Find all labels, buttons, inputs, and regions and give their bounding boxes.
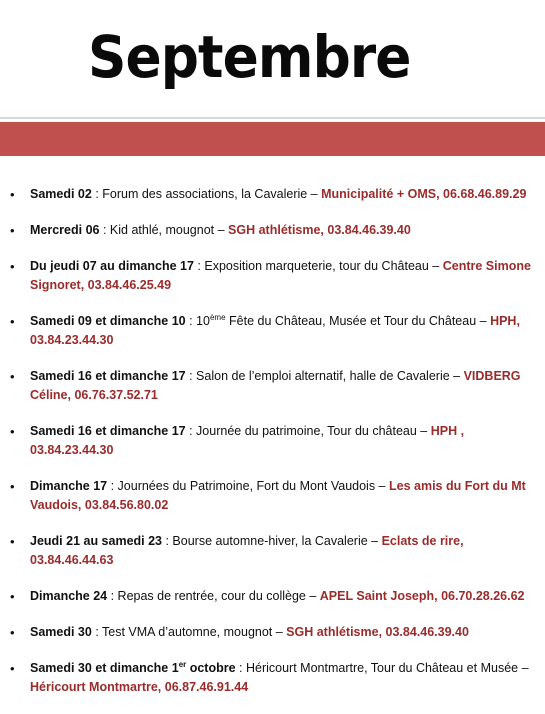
event-date: Mercredi 06 — [30, 223, 100, 237]
event-date: Dimanche 17 — [30, 479, 108, 493]
event-description: : Forum des associations, la Cavalerie – — [91, 187, 322, 201]
event-date-main: Samedi 30 et dimanche 1 — [30, 661, 179, 675]
bullet-icon: • — [10, 534, 15, 549]
event-organizer: HPH, 03.84.23.44.30 — [30, 314, 520, 347]
event-organizer: Eclats de rire, 03.84.46.44.63 — [30, 534, 464, 567]
list-item — [0, 257, 545, 295]
event-organizer: Héricourt Montmartre, 06.87.46.91.44 — [30, 680, 249, 694]
event-description: : 10 — [185, 314, 210, 328]
event-organizer: VIDBERG Céline, 06.76.37.52.71 — [30, 369, 521, 402]
event-description: : Exposition marqueterie, tour du Château – — [193, 259, 443, 273]
event-organizer: Municipalité + OMS, 06.68.46.89.29 — [321, 187, 527, 201]
list-item — [0, 185, 545, 204]
event-date — [30, 661, 236, 675]
event-description: : Héricourt Montmartre, Tour du Château et Musée – — [235, 661, 529, 675]
list-item — [0, 477, 545, 515]
bullet-icon: • — [10, 479, 15, 494]
event-date: Samedi 30 — [30, 625, 92, 639]
event-date: Samedi 16 et dimanche 17 — [30, 424, 186, 438]
event-description: : Kid athlé, mougnot – — [99, 223, 229, 237]
event-description: : Journées du Patrimoine, Fort du Mont Vaudois – — [107, 479, 389, 493]
ordinal-suffix: er — [178, 659, 187, 669]
list-item — [0, 623, 545, 642]
event-date: Samedi 09 et dimanche 10 — [30, 314, 186, 328]
event-date: Samedi 02 — [30, 187, 92, 201]
page-title: Septembre — [88, 23, 411, 91]
header-band — [0, 122, 545, 156]
event-description: : Journée du patrimoine, Tour du château – — [185, 424, 431, 438]
event-description: : Bourse automne-hiver, la Cavalerie – — [162, 534, 382, 548]
event-organizer: HPH , 03.84.23.44.30 — [30, 424, 465, 457]
list-item — [0, 659, 545, 697]
bullet-icon: • — [10, 625, 15, 640]
bullet-icon: • — [10, 187, 15, 202]
event-organizer: Les amis du Fort du Mt Vaudois, 03.84.56.80.02 — [30, 479, 526, 512]
event-date-month: octobre — [186, 661, 236, 675]
ordinal-suffix: ème — [209, 312, 226, 322]
event-description: Fête du Château, Musée et Tour du Château – — [225, 314, 491, 328]
event-description: : Salon de l’emploi alternatif, halle de Cavalerie – — [185, 369, 464, 383]
bullet-icon: • — [10, 223, 15, 238]
bullet-icon: • — [10, 589, 15, 604]
event-date: Jeudi 21 au samedi 23 — [30, 534, 163, 548]
event-date: Dimanche 24 — [30, 589, 108, 603]
list-item — [0, 312, 545, 350]
event-organizer: APEL Saint Joseph, 06.70.28.26.62 — [319, 589, 525, 603]
list-item — [0, 221, 545, 240]
event-organizer: Centre Simone Signoret, 03.84.46.25.49 — [30, 259, 531, 292]
event-description: : Test VMA d’automne, mougnot – — [91, 625, 287, 639]
bullet-icon: • — [10, 314, 15, 329]
list-item — [0, 532, 545, 570]
event-date: Du jeudi 07 au dimanche 17 — [30, 259, 194, 273]
list-item — [0, 367, 545, 405]
bullet-icon: • — [10, 259, 15, 274]
event-date: Samedi 16 et dimanche 17 — [30, 369, 186, 383]
list-item — [0, 587, 545, 606]
event-organizer: SGH athlétisme, 03.84.46.39.40 — [286, 625, 469, 639]
event-list — [0, 185, 545, 714]
list-item — [0, 422, 545, 460]
event-organizer: SGH athlétisme, 03.84.46.39.40 — [228, 223, 411, 237]
bullet-icon: • — [10, 424, 15, 439]
bullet-icon: • — [10, 369, 15, 384]
event-description: : Repas de rentrée, cour du collège – — [107, 589, 320, 603]
bullet-icon: • — [10, 661, 15, 676]
